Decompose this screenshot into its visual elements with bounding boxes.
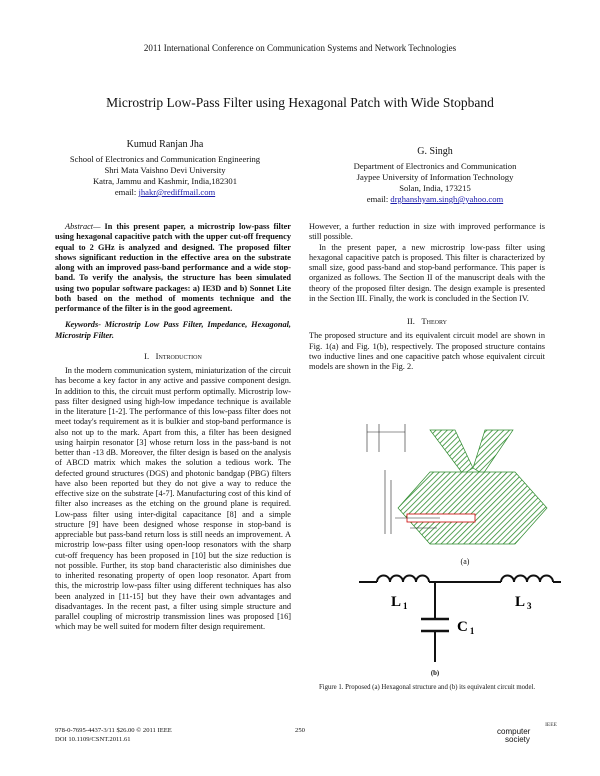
author-affiliation: Solan, India, 173215 xyxy=(399,183,471,193)
intro-paragraph: In the modern communication system, miniaturization of the circuit has become a key factor in any active and passive component design. In addition to this, the circuit must perform optimally. Microstrip low-pass filter designed using high-low impedance technique is available in the literature [1-2]. The performance of this low-pass filter does not meet today's requirement as it is bulkier and stop-band performance is also not up to the mark. Apart from this, a filter has been designed using hairpin resonator [3] whose return loss in the pass-band is not better than -13 dB. Moreover, the filter design is based on the analysis of ABCD matrix which makes the solution a tedious work. The defected ground structures (DGS) and photonic bandgap (PBG) filters have also been reported but they do not give a way to reduce the effective size on the substrate [4-7]. Manufacturing cost of this kind of filter also increases as the etching on the ground plane is required. Low-pass filter using inter-digital capacitance [8] and a simple structure [9] have been designed whose response in stop-band is appreciable but pass-band return loss is still needs an improvement. A microstrip low-pass filter using open-loop resonators with the sharp cut-off frequency has been proposed in [10] but the size reduction is not possible. Further, its stop band characteristic also diminishes due to inherited resonating property of open loop resonator. Apart from this, the microstrip low-pass filter using different techniques has also been analyzed in [11-15] but they have their own advantages and disadvantages. In the recent past, a filter using simple structure and parallel coupling of microstrip transmission lines was proposed [16] which may be well suited for modern filter design requirement. xyxy=(55,366,291,632)
logo-text-1: computer xyxy=(497,727,531,736)
theory-paragraph: The proposed structure and its equivalent circuit model are shown in Fig. 1(a) and Fig. 1(b), respectively. The proposed structure contains two inductive lines and one capacitive patch whose equivalent circuit models are shown in the Fig. 2. xyxy=(309,331,545,371)
section-title: Introduction xyxy=(155,350,202,361)
section-heading-2 xyxy=(309,316,545,326)
hexagonal-patch xyxy=(398,472,547,544)
conference-header: 2011 International Conference on Communication Systems and Network Technologies xyxy=(143,43,457,53)
author-affiliation: Jaypee University of Information Technology xyxy=(356,172,514,182)
hexagonal-structure-figure xyxy=(365,410,565,550)
right-column xyxy=(309,222,545,372)
section-heading-1 xyxy=(55,351,291,361)
computer-society-logo xyxy=(497,722,557,744)
section-number: I. xyxy=(144,350,150,361)
copyright-footer xyxy=(55,727,255,744)
section-title: Theory xyxy=(421,316,447,326)
page-number: 250 xyxy=(295,727,305,734)
author-affiliation: School of Electronics and Communication Engineering xyxy=(69,154,261,164)
figure-caption: Figure 1. Proposed (a) Hexagonal structure and (b) its equivalent circuit model. xyxy=(318,684,536,691)
body-paragraph: However, a further reduction in size with improved performance is still possible. xyxy=(309,222,545,242)
paper-title: Microstrip Low-Pass Filter using Hexagonal Patch with Wide Stopband xyxy=(106,95,494,110)
inductor-l1 xyxy=(377,576,429,583)
email-label: email: xyxy=(366,194,391,204)
label-l1: L $_1$ xyxy=(391,594,408,611)
author-affiliation: Shri Mata Vaishno Devi University xyxy=(104,165,226,175)
left-feed-arm xyxy=(430,430,473,474)
author-email-link[interactable]: drghanshyam.singh@yahoo.com xyxy=(390,194,504,204)
logo-text-2: society xyxy=(505,735,530,744)
isbn-line: 978-0-7695-4437-3/11 $26.00 © 2011 IEEE xyxy=(55,727,172,734)
author-name: Kumud Ranjan Jha xyxy=(126,139,204,150)
doi-line: DOI 10.1109/CSNT.2011.61 xyxy=(55,735,131,743)
author-block-2 xyxy=(310,146,560,205)
keywords: Keywords- Microstrip Low Pass Filter, Impedance, Hexagonal, Microstrip Filter. xyxy=(55,320,291,340)
abstract-text: In this present paper, a microstrip low-pass filter using hexagonal capacitive patch with the upper cut-off frequency equal to 2 GHz is analyzed and designed. The proposed filter shows significant reduction in the effective area on the substrate along with an improved pass-band performance and a wide stop-band. To verify the analysis, the structure has been simulated using two popular software packages: a) IE3D and b) Sonnet Lite both based on the method of moments technique and the performance of the filter is in the good agreement. xyxy=(55,222,291,313)
label-l3: L $_3$ xyxy=(515,594,532,611)
left-column xyxy=(55,222,291,633)
label-c1: C $_1$ xyxy=(457,619,475,636)
right-feed-arm xyxy=(473,430,513,474)
abstract xyxy=(55,222,291,314)
logo-top: IEEE xyxy=(545,722,557,728)
figure-label-a: (a) xyxy=(460,557,470,566)
author-affiliation: Katra, Jammu and Kashmir, India,182301 xyxy=(92,176,238,186)
email-label: email: xyxy=(114,187,139,197)
author-affiliation: Department of Electronics and Communication xyxy=(353,161,517,171)
body-paragraph: In the present paper, a new microstrip low-pass filter using hexagonal capacitive patch is proposed. This filter is characterized by small size, good pass-band and stop-band performance. This paper is organized as follows. The Section II of the manuscript deals with the theory of the proposed filter design. The design example is presented in the Section III. Finally, the work is concluded in the Section IV. xyxy=(309,242,545,303)
figure-label-b: (b) xyxy=(430,670,440,677)
abstract-label: Abstract— xyxy=(65,222,101,231)
author-name: G. Singh xyxy=(417,146,453,157)
equivalent-circuit-figure xyxy=(355,568,565,668)
author-block-1 xyxy=(40,139,290,198)
author-email-link[interactable]: jhakr@rediffmail.com xyxy=(138,187,216,197)
inductor-l3 xyxy=(501,576,553,583)
section-number: II. xyxy=(407,316,415,326)
